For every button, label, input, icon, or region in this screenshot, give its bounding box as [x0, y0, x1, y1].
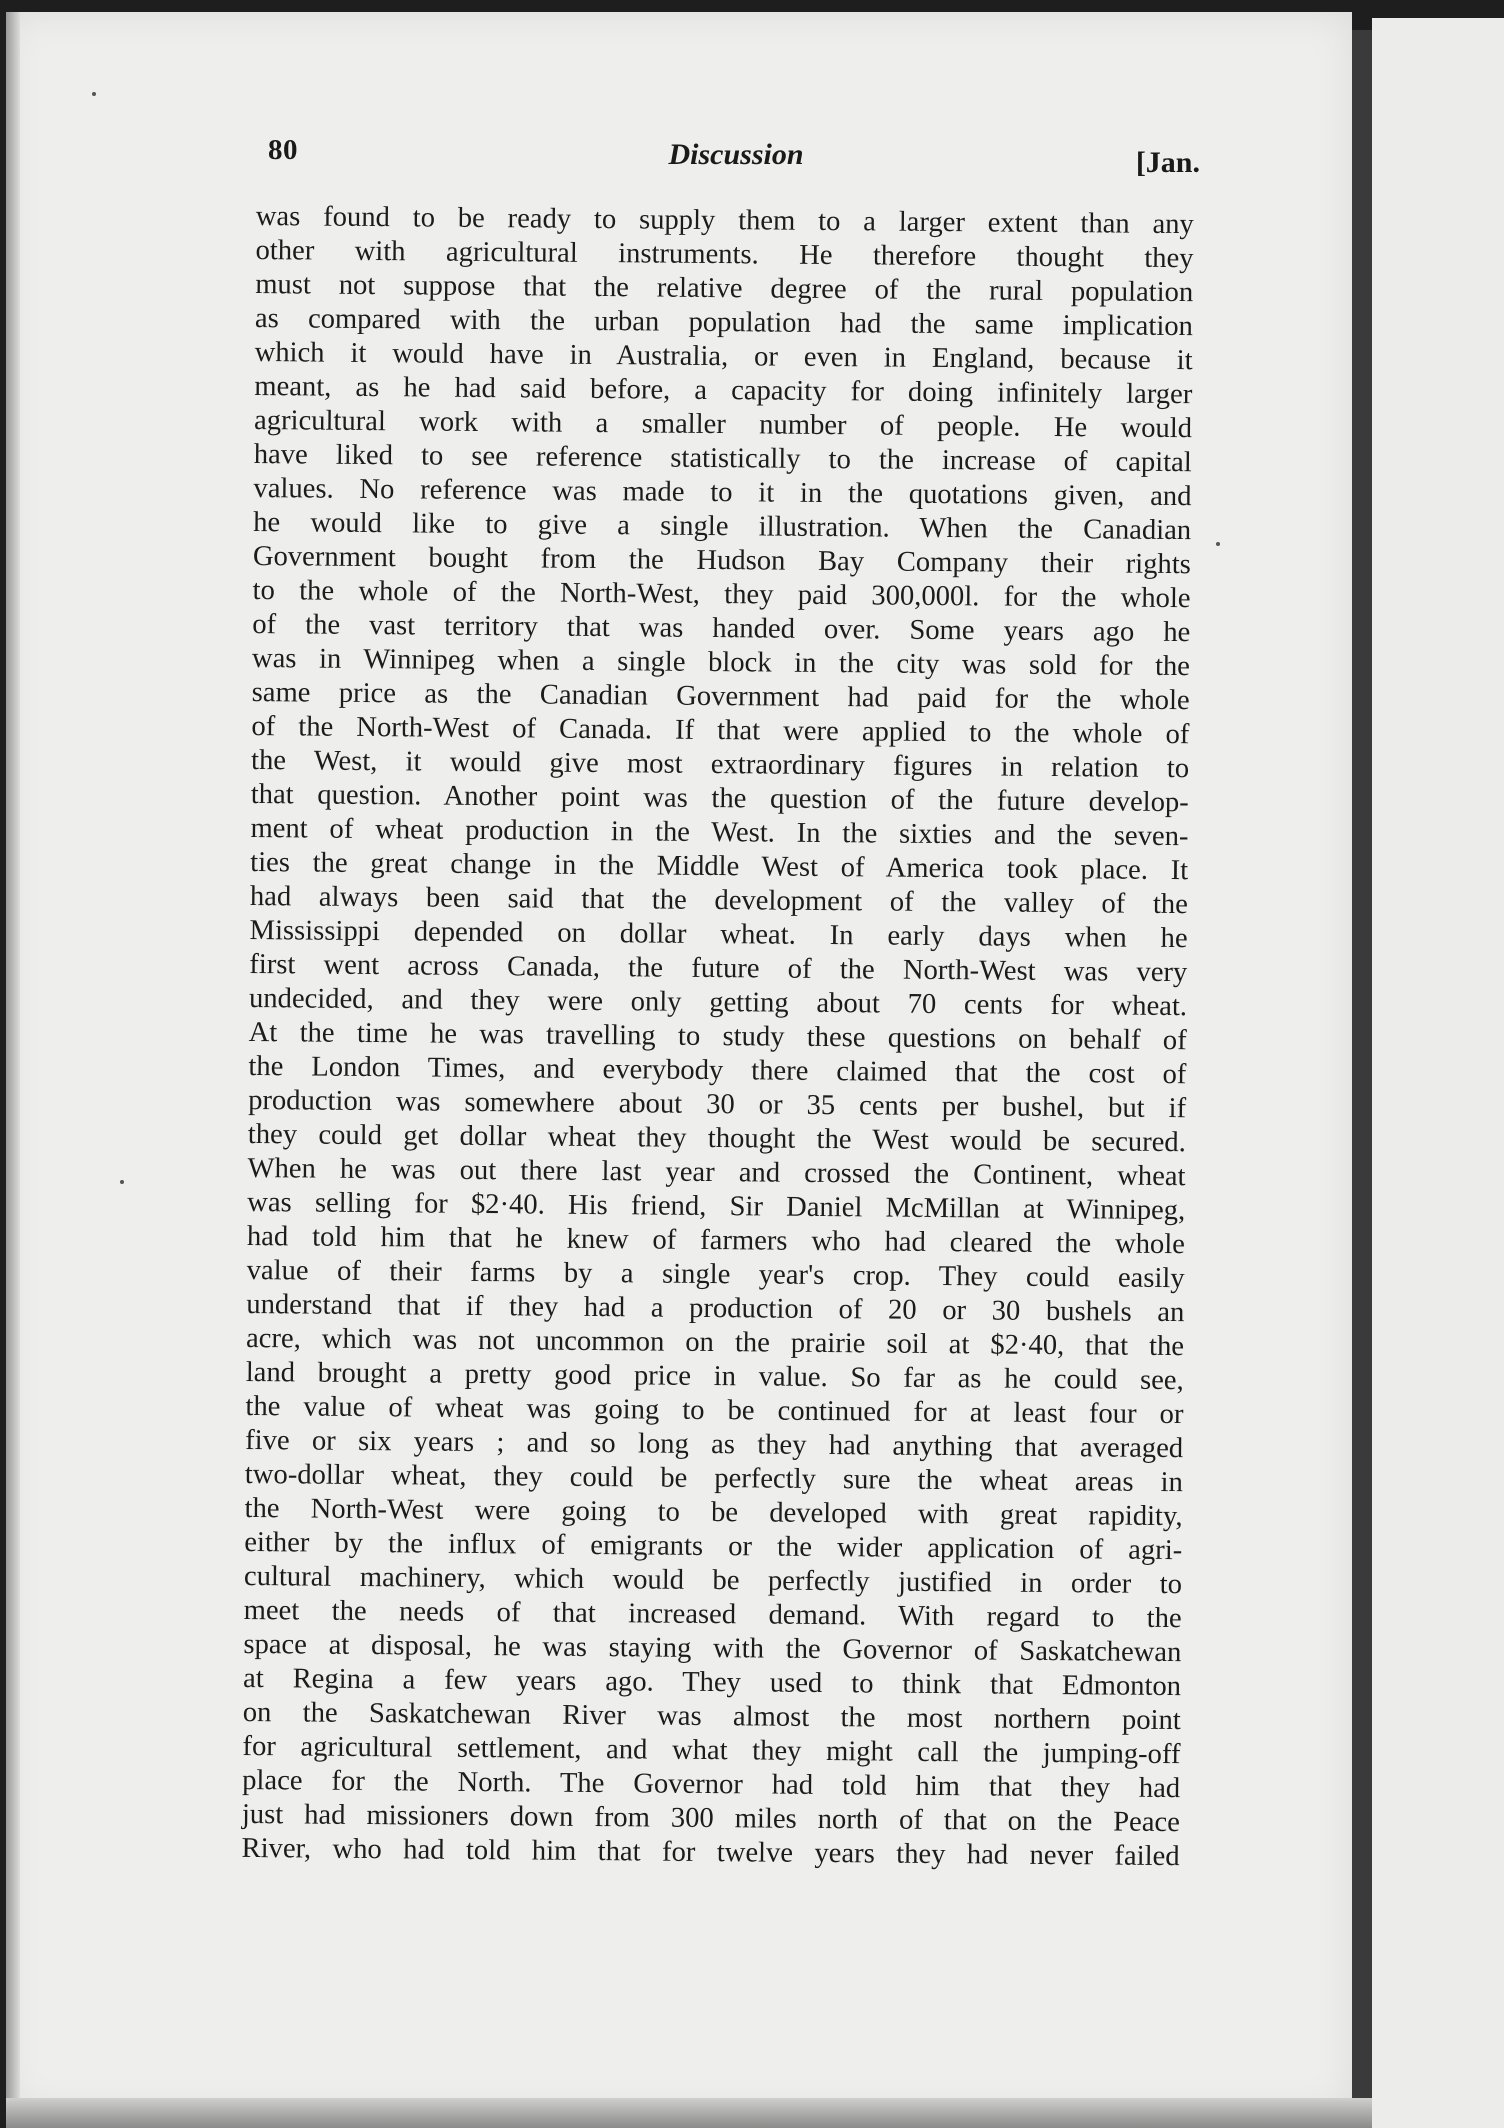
- text-line: was found to be ready to supply them to a larger extent than any: [255, 200, 1194, 241]
- text-line: was in Winnipeg when a single block in the city was sold for the: [251, 642, 1191, 683]
- text-line: ment of wheat production in the West. In the sixties and the seven-: [250, 812, 1189, 853]
- text-line: either by the influx of emigrants or the wider application of agri-: [244, 1526, 1183, 1567]
- scan-speck: [92, 92, 96, 96]
- text-line: must not suppose that the relative degree of the rural population: [255, 268, 1194, 309]
- text-line: values. No reference was made to it in the quotations given, and: [253, 472, 1192, 513]
- text-line: meet the needs of that increased demand. With regard to the: [243, 1594, 1182, 1635]
- text-line: land brought a pretty good price in value. So far as he could see,: [245, 1356, 1184, 1397]
- running-title: Discussion: [668, 138, 804, 171]
- text-line: the West, it would give most extraordinary figures in relation to: [250, 744, 1190, 785]
- page-number: 80: [268, 134, 298, 166]
- text-line: which it would have in Australia, or even in England, because it: [254, 336, 1193, 377]
- text-line: he would like to give a single illustration. When the Canadian: [253, 506, 1192, 547]
- text-line: had told him that he knew of farmers who had cleared the whole: [246, 1220, 1186, 1261]
- header-date: [Jan.: [1135, 146, 1200, 179]
- page-bottom-shadow: [6, 2098, 1372, 2128]
- facing-page-edge: [1372, 18, 1504, 2128]
- text-line: undecided, and they were only getting about 70 cents for wheat.: [248, 982, 1188, 1023]
- text-line: was selling for $2·40. His friend, Sir Daniel McMillan at Winnipeg,: [247, 1186, 1186, 1227]
- text-line: of the North-West of Canada. If that were applied to the whole of: [251, 710, 1190, 751]
- text-line: first went across Canada, the future of the North-West was very: [249, 948, 1188, 989]
- text-line: Government bought from the Hudson Bay Company their rights: [252, 540, 1191, 581]
- text-line: ties the great change in the Middle West of America took place. It: [250, 846, 1189, 887]
- text-line: understand that if they had a production of 20 or 30 bushels an: [246, 1288, 1185, 1329]
- running-header: [262, 134, 1210, 184]
- text-line: At the time he was travelling to study these questions on behalf of: [248, 1016, 1187, 1057]
- text-line: for agricultural settlement, and what they might call the jumping-off: [242, 1730, 1181, 1771]
- text-line: they could get dollar wheat they thought the West would be secured.: [247, 1118, 1186, 1159]
- text-line: five or six years ; and so long as they had anything that averaged: [245, 1424, 1184, 1465]
- text-line: had always been said that the development of the valley of the: [249, 880, 1189, 921]
- text-line: meant, as he had said before, a capacity for doing infinitely larger: [254, 370, 1193, 411]
- text-line: agricultural work with a smaller number of people. He would: [253, 404, 1193, 445]
- text-line: the value of wheat was going to be continued for at least four or: [245, 1390, 1184, 1431]
- text-line: as compared with the urban population had the same implication: [254, 302, 1194, 343]
- body-text: [241, 200, 1194, 1874]
- text-line: other with agricultural instruments. He therefore thought they: [255, 234, 1194, 275]
- text-line: that question. Another point was the question of the future develop-: [250, 778, 1189, 819]
- text-line: Mississippi depended on dollar wheat. In early days when he: [249, 914, 1188, 955]
- page-left-edge: [6, 12, 20, 2112]
- text-line: on the Saskatchewan River was almost the most northern point: [242, 1696, 1181, 1737]
- text-line: production was somewhere about 30 or 35 cents per bushel, but if: [248, 1084, 1187, 1125]
- text-line: just had missioners down from 300 miles north of that on the Peace: [241, 1798, 1181, 1839]
- text-line: to the whole of the North-West, they paid 300,000l. for the whole: [252, 574, 1191, 615]
- text-line: cultural machinery, which would be perfectly justified in order to: [243, 1560, 1183, 1601]
- text-line: River, who had told him that for twelve years they had never failed: [241, 1832, 1180, 1873]
- text-line: the North-West were going to be developed with great rapidity,: [244, 1492, 1183, 1533]
- text-line: space at disposal, he was staying with the Governor of Saskatchewan: [243, 1628, 1182, 1669]
- text-line: value of their farms by a single year's crop. They could easily: [246, 1254, 1185, 1295]
- scan-speck: [1216, 542, 1220, 546]
- scan-speck: [120, 1180, 124, 1184]
- text-line: of the vast territory that was handed over. Some years ago he: [252, 608, 1191, 649]
- text-line: place for the North. The Governor had told him that they had: [242, 1764, 1181, 1805]
- text-line: the London Times, and everybody there claimed that the cost of: [248, 1050, 1187, 1091]
- text-line: same price as the Canadian Government had paid for the whole: [251, 676, 1190, 717]
- text-line: at Regina a few years ago. They used to think that Edmonton: [242, 1662, 1182, 1703]
- text-line: When he was out there last year and crossed the Continent, wheat: [247, 1152, 1186, 1193]
- book-spine: [1352, 30, 1372, 2128]
- text-line: two-dollar wheat, they could be perfectly sure the wheat areas in: [244, 1458, 1183, 1499]
- text-line: acre, which was not uncommon on the prairie soil at $2·40, that the: [245, 1322, 1185, 1363]
- text-line: have liked to see reference statistically to the increase of capital: [253, 438, 1192, 479]
